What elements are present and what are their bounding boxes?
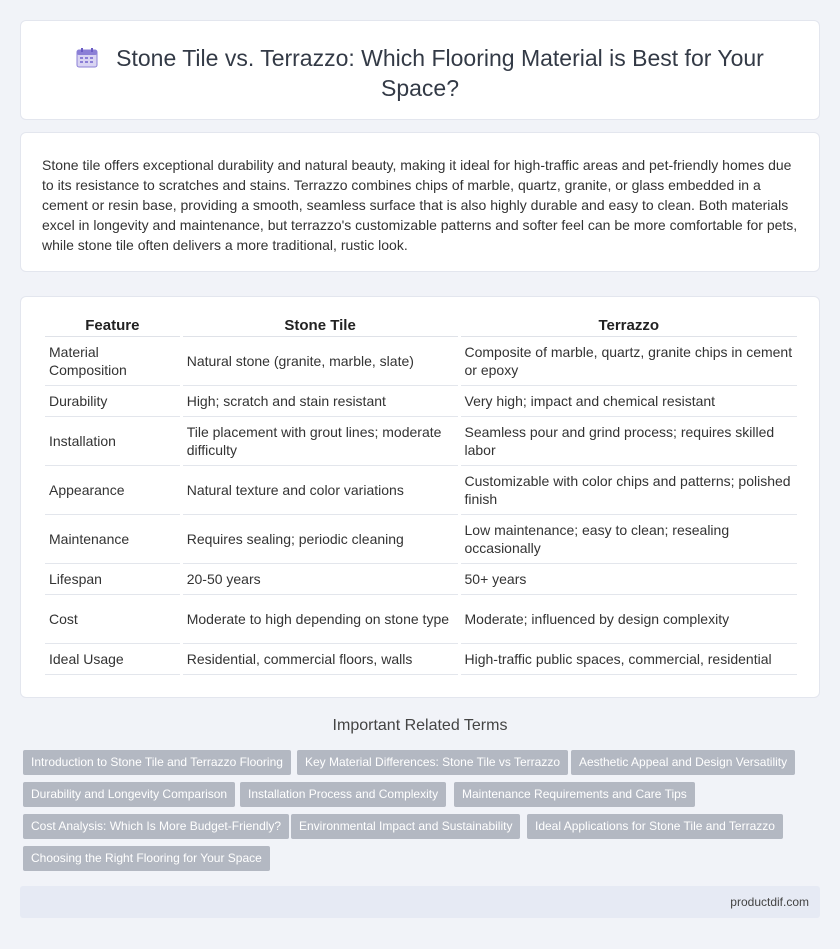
cell-stone-tile: Moderate to high depending on stone type: [183, 595, 458, 644]
footer: [20, 886, 820, 918]
cell-feature: Material Composition: [45, 337, 180, 386]
cell-feature: Cost: [45, 595, 180, 644]
cell-stone-tile: 20-50 years: [183, 564, 458, 595]
related-term-tag[interactable]: Durability and Longevity Comparison: [23, 782, 235, 807]
footer-site-link[interactable]: productdif.com: [730, 895, 809, 909]
page-title: [61, 43, 779, 103]
table-row: [45, 337, 797, 386]
table-row: [45, 564, 797, 595]
related-term-tag[interactable]: Installation Process and Complexity: [240, 782, 446, 807]
cell-stone-tile: High; scratch and stain resistant: [183, 386, 458, 417]
table-row: [45, 515, 797, 564]
cell-feature: Ideal Usage: [45, 644, 180, 675]
intro-paragraph: Stone tile offers exceptional durability and natural beauty, making it ideal for high-traffic areas and pet-friendly homes due to its resistance to scratches and stains. Terrazzo combines chips of marble, quartz, granite, or glass embedded in a cement or resin base, providing a smooth, seamless surface that is also highly durable and easy to clean. Both materials excel in longevity and maintenance, but terrazzo's customizable patterns and softer feel can be more comfortable for pets, while stone tile often delivers a more traditional, rustic look.: [42, 157, 798, 253]
cell-terrazzo: High-traffic public spaces, commercial, residential: [461, 644, 798, 675]
cell-feature: Installation: [45, 417, 180, 466]
cell-stone-tile: Residential, commercial floors, walls: [183, 644, 458, 675]
cell-terrazzo: 50+ years: [461, 564, 798, 595]
cell-feature: Durability: [45, 386, 180, 417]
cell-stone-tile: Natural texture and color variations: [183, 466, 458, 515]
cell-stone-tile: Natural stone (granite, marble, slate): [183, 337, 458, 386]
related-term-tag[interactable]: Maintenance Requirements and Care Tips: [454, 782, 695, 807]
cell-terrazzo: Very high; impact and chemical resistant: [461, 386, 798, 417]
cell-stone-tile: Requires sealing; periodic cleaning: [183, 515, 458, 564]
intro-card: [20, 132, 820, 272]
cell-terrazzo: Composite of marble, quartz, granite chips in cement or epoxy: [461, 337, 798, 386]
header-feature: Feature: [45, 315, 180, 337]
page-title-text: Stone Tile vs. Terrazzo: Which Flooring Material is Best for Your Space?: [116, 45, 764, 101]
related-term-tag[interactable]: Introduction to Stone Tile and Terrazzo Flooring: [23, 750, 291, 775]
cell-feature: Appearance: [45, 466, 180, 515]
table-row: [45, 466, 797, 515]
header-terrazzo: Terrazzo: [461, 315, 798, 337]
cell-terrazzo: Low maintenance; easy to clean; resealing occasionally: [461, 515, 798, 564]
table-row: [45, 595, 797, 644]
cell-feature: Lifespan: [45, 564, 180, 595]
table-row: [45, 644, 797, 675]
related-term-tag[interactable]: Choosing the Right Flooring for Your Space: [23, 846, 270, 871]
table-row: [45, 386, 797, 417]
related-term-tag[interactable]: Key Material Differences: Stone Tile vs Terrazzo: [297, 750, 568, 775]
cell-stone-tile: Tile placement with grout lines; moderate difficulty: [183, 417, 458, 466]
cell-terrazzo: Customizable with color chips and patterns; polished finish: [461, 466, 798, 515]
comparison-card: [20, 296, 820, 698]
comparison-table: [42, 315, 800, 675]
table-header-row: [45, 315, 797, 337]
related-terms-heading: Important Related Terms: [332, 717, 508, 734]
header-stone-tile: Stone Tile: [183, 315, 458, 337]
header-card: [20, 20, 820, 120]
related-term-tag[interactable]: Cost Analysis: Which Is More Budget-Friendly?: [23, 814, 289, 839]
cell-terrazzo: Moderate; influenced by design complexity: [461, 595, 798, 644]
related-term-tag[interactable]: Environmental Impact and Sustainability: [291, 814, 520, 839]
calendar-icon: [76, 45, 98, 65]
related-term-tag[interactable]: Aesthetic Appeal and Design Versatility: [571, 750, 795, 775]
table-row: [45, 417, 797, 466]
related-term-tag[interactable]: Ideal Applications for Stone Tile and Terrazzo: [527, 814, 783, 839]
cell-terrazzo: Seamless pour and grind process; requires skilled labor: [461, 417, 798, 466]
cell-feature: Maintenance: [45, 515, 180, 564]
